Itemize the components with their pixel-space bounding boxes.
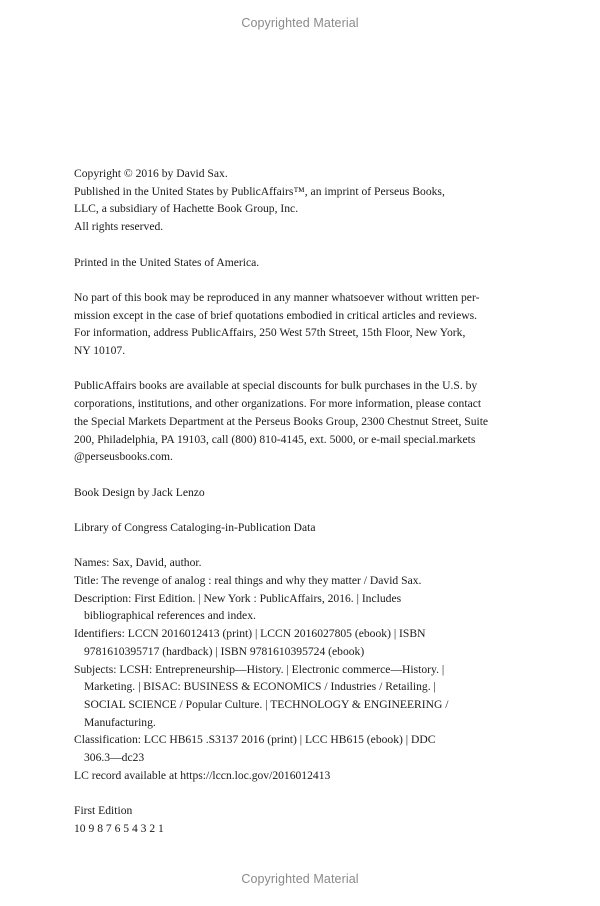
- edition-block: [74, 802, 504, 837]
- publisher-line: Published in the United States by PublicAffairs™, an imprint of Perseus Books,: [74, 184, 445, 198]
- special-sales-line: corporations, institutions, and other organizations. For more information, please contact: [74, 397, 482, 411]
- cip-subjects-line: Subjects: LCSH: Entrepreneurship—History. | Electronic commerce—History. |: [74, 662, 445, 676]
- copyright-line: Copyright © 2016 by David Sax.: [74, 167, 228, 180]
- cip-classification-line: 306.3—dc23: [84, 751, 145, 765]
- copyright-page-body: [74, 165, 504, 838]
- special-sales-line: the Special Markets Department at the Perseus Books Group, 2300 Chestnut Street, Suite: [74, 414, 489, 428]
- cip-description-line: bibliographical references and index.: [84, 609, 256, 623]
- special-sales-line: @perseusbooks.com.: [74, 450, 173, 464]
- cip-identifiers: [74, 625, 504, 660]
- cip-classification: [74, 731, 504, 766]
- rights-notice-line: NY 10107.: [74, 344, 126, 357]
- cip-subjects-line: SOCIAL SCIENCE / Popular Culture. | TECHNOLOGY & ENGINEERING /: [84, 698, 449, 711]
- book-design-credit: Book Design by Jack Lenzo: [74, 485, 205, 499]
- special-sales-line: 200, Philadelphia, PA 19103, call (800) 810-4145, ext. 5000, or e-mail special.markets: [74, 432, 476, 446]
- rights-notice-block: [74, 289, 504, 360]
- rights-reserved-line: All rights reserved.: [74, 220, 164, 234]
- cip-subjects-line: Marketing. | BISAC: BUSINESS & ECONOMICS / Industries / Retailing. |: [84, 680, 436, 694]
- cip-title: Title: The revenge of analog : real things and why they matter / David Sax.: [74, 574, 422, 588]
- cip-classification-line: Classification: LCC HB615 .S3137 2016 (print) | LCC HB615 (ebook) | DDC: [74, 733, 436, 747]
- publisher-subsidiary-line: LLC, a subsidiary of Hachette Book Group, Inc.: [74, 202, 299, 216]
- special-sales-line: PublicAffairs books are available at special discounts for bulk purchases in the U.S. by: [74, 379, 478, 393]
- cip-heading: Library of Congress Cataloging-in-Publication Data: [74, 520, 316, 534]
- rights-notice-line: For information, address PublicAffairs, 250 West 57th Street, 15th Floor, New York,: [74, 326, 466, 340]
- cip-heading-block: [74, 519, 504, 537]
- cip-subjects: [74, 661, 504, 732]
- printed-in-line: Printed in the United States of America.: [74, 255, 260, 269]
- copyrighted-material-watermark-top: Copyrighted Material: [241, 16, 359, 30]
- cip-data-block: [74, 554, 504, 784]
- cip-subjects-line: Manufacturing.: [84, 715, 156, 729]
- cip-identifiers-line: Identifiers: LCCN 2016012413 (print) | LCCN 2016027805 (ebook) | ISBN: [74, 627, 426, 641]
- cip-identifiers-line: 9781610395717 (hardback) | ISBN 9781610395724 (ebook): [84, 644, 365, 658]
- printer-key: 10 9 8 7 6 5 4 3 2 1: [74, 821, 164, 835]
- cip-description-line: Description: First Edition. | New York : PublicAffairs, 2016. | Includes: [74, 591, 402, 605]
- cip-lc-record: LC record available at https://lccn.loc.gov/2016012413: [74, 768, 331, 782]
- cip-names: Names: Sax, David, author.: [74, 556, 202, 570]
- rights-notice-line: mission except in the case of brief quotations embodied in critical articles and reviews.: [74, 308, 478, 322]
- rights-notice-line: No part of this book may be reproduced in any manner whatsoever without written per-: [74, 290, 480, 304]
- cip-description: [74, 590, 504, 625]
- special-sales-block: [74, 377, 504, 466]
- copyright-block: [74, 165, 504, 236]
- copyrighted-material-watermark-bottom: Copyrighted Material: [241, 872, 359, 886]
- printed-in-block: [74, 254, 504, 272]
- book-design-block: [74, 484, 504, 502]
- edition-statement: First Edition: [74, 804, 133, 818]
